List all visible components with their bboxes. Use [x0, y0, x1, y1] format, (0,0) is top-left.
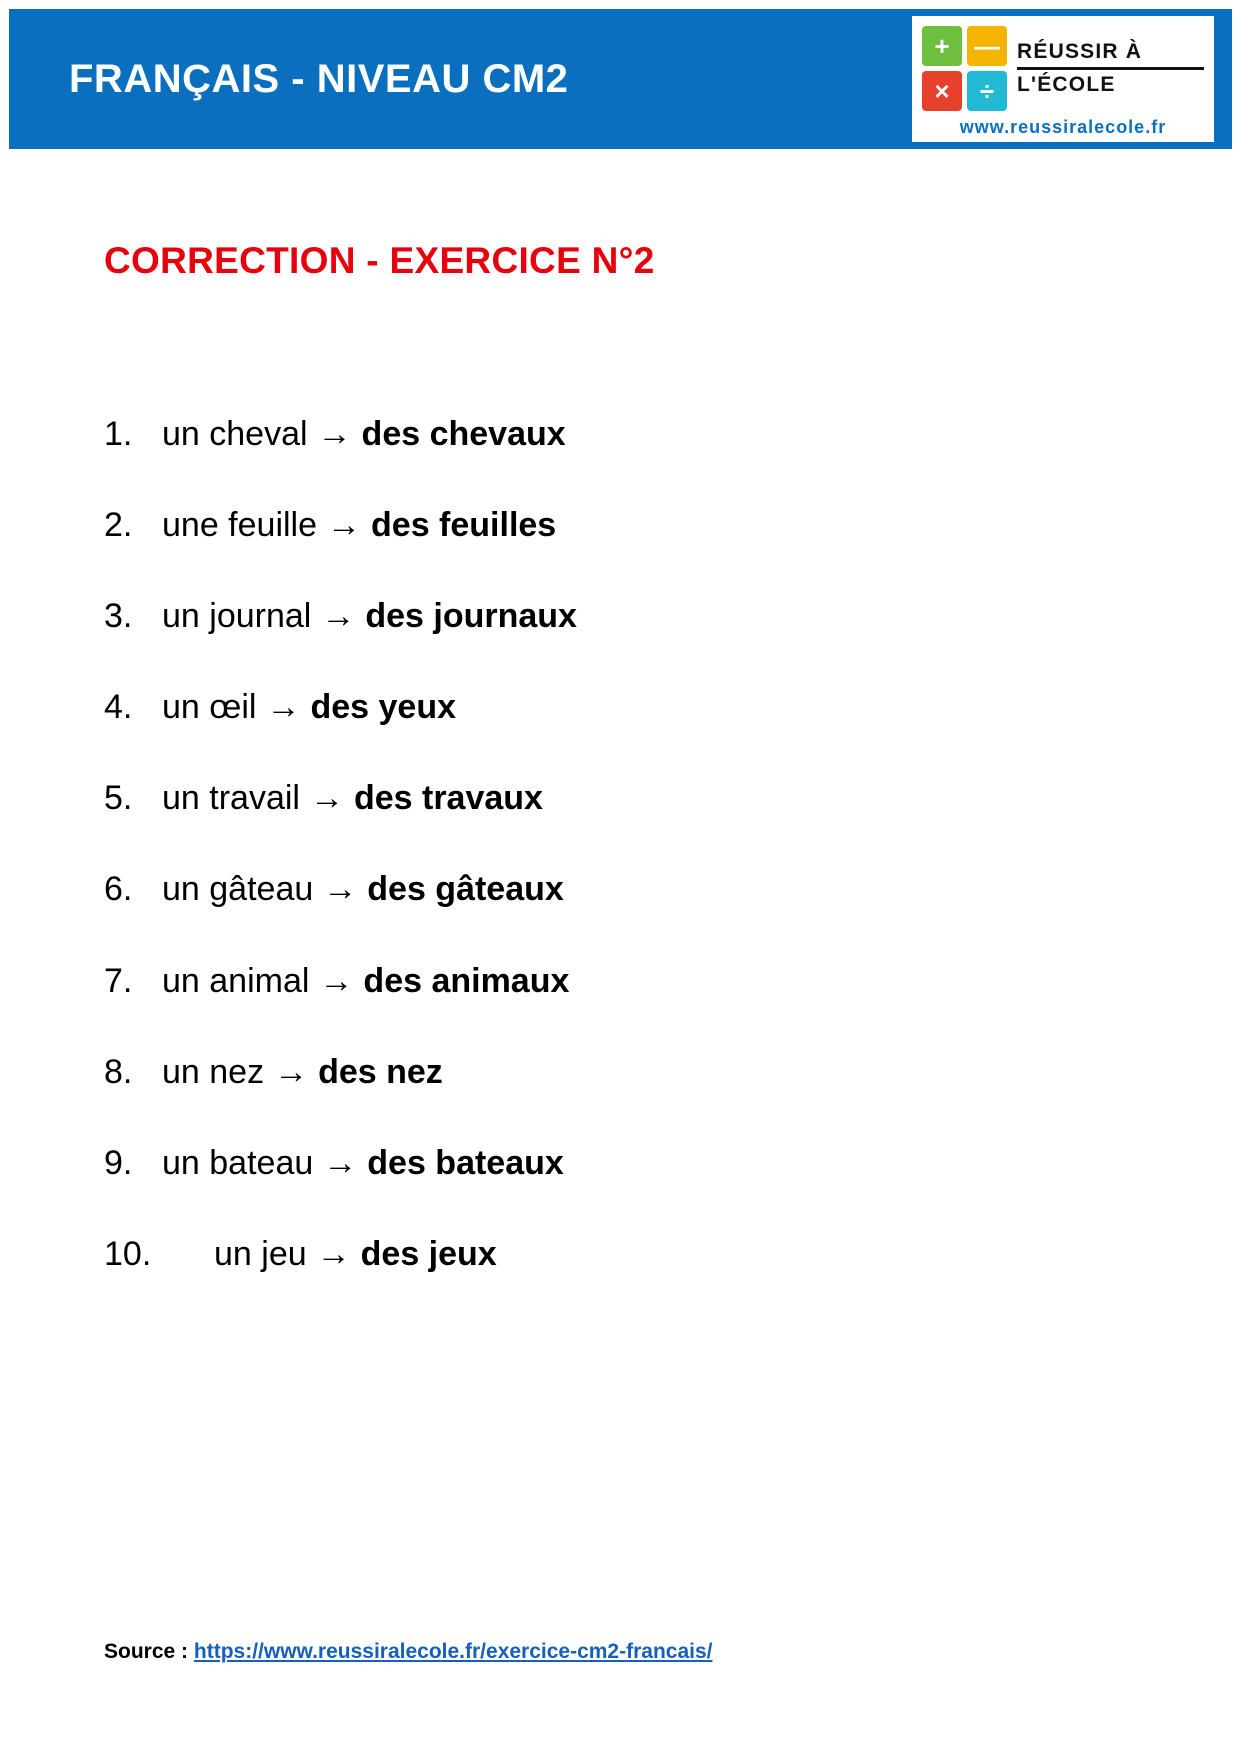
exercise-correction-title: CORRECTION - EXERCICE N°2: [104, 240, 655, 281]
arrow-icon: →: [319, 961, 354, 1000]
arrow-icon: →: [266, 688, 301, 727]
list-item: [104, 506, 1004, 545]
logo-top-row: [922, 26, 1204, 111]
page-title: FRANÇAIS - NIVEAU CM2: [69, 56, 569, 101]
multiply-icon: ×: [922, 71, 962, 111]
item-prompt: un cheval: [162, 415, 308, 453]
logo-divider: [1017, 67, 1204, 70]
item-solution: des jeux: [360, 1234, 497, 1273]
item-prompt: un animal: [162, 961, 310, 1000]
item-solution: des chevaux: [361, 415, 566, 453]
list-item: [104, 962, 1004, 1001]
item-number: 7.: [104, 961, 133, 1000]
item-solution: des bateaux: [367, 1143, 564, 1182]
item-solution: des gâteaux: [367, 870, 564, 909]
item-number: 6.: [104, 870, 133, 909]
brand-logo: [912, 16, 1214, 142]
plus-icon: +: [922, 26, 962, 66]
item-solution: des feuilles: [371, 506, 557, 545]
logo-website-url[interactable]: www.reussiralecole.fr: [959, 117, 1167, 137]
list-item: [104, 870, 1004, 909]
item-prompt: un jeu: [214, 1234, 307, 1273]
item-prompt: un bateau: [162, 1143, 314, 1182]
item-number: 3.: [104, 597, 133, 636]
arrow-icon: →: [323, 1143, 358, 1182]
source-link[interactable]: https://www.reussiralecole.fr/exercice-cm2-francais/: [193, 1640, 713, 1663]
item-solution: des travaux: [353, 779, 543, 818]
arrow-icon: →: [309, 779, 344, 818]
logo-line-1: RÉUSSIR À: [1017, 40, 1143, 63]
item-prompt: un journal: [162, 597, 312, 636]
arrow-icon: →: [274, 1052, 309, 1091]
logo-operator-tiles: [922, 26, 1007, 111]
item-number: 8.: [104, 1052, 133, 1091]
item-solution: des journaux: [365, 597, 577, 636]
item-number: 9.: [104, 1143, 133, 1182]
logo-wordmark: [1017, 40, 1204, 97]
list-item: [104, 1053, 1004, 1092]
item-number: 5.: [104, 779, 133, 818]
divide-icon: ÷: [967, 71, 1007, 111]
list-item: [104, 1144, 1004, 1183]
minus-icon: —: [967, 26, 1007, 66]
item-prompt: un nez: [162, 1052, 265, 1091]
list-item: [104, 415, 1004, 454]
item-solution: des animaux: [363, 961, 570, 1000]
item-prompt: un œil: [162, 688, 257, 727]
answer-list: [104, 415, 1004, 1326]
item-number: 1.: [104, 415, 133, 453]
arrow-icon: →: [323, 870, 358, 909]
logo-line-2: L'ÉCOLE: [1017, 73, 1116, 96]
arrow-icon: →: [317, 415, 352, 453]
list-item: [104, 1235, 1004, 1274]
item-number: 2.: [104, 506, 133, 545]
item-prompt: une feuille: [162, 506, 318, 545]
source-footer: [104, 1640, 713, 1664]
page-header: [9, 9, 1232, 149]
list-item: [104, 597, 1004, 636]
arrow-icon: →: [316, 1234, 351, 1273]
arrow-icon: →: [321, 597, 356, 636]
item-prompt: un gâteau: [162, 870, 314, 909]
list-item: [104, 779, 1004, 818]
list-item: [104, 688, 1004, 727]
item-prompt: un travail: [162, 779, 300, 818]
arrow-icon: →: [327, 506, 362, 545]
item-number: 4.: [104, 688, 133, 727]
item-number: 10.: [104, 1234, 152, 1273]
item-solution: des yeux: [310, 688, 456, 727]
item-solution: des nez: [318, 1052, 443, 1091]
source-label: Source :: [104, 1640, 189, 1663]
